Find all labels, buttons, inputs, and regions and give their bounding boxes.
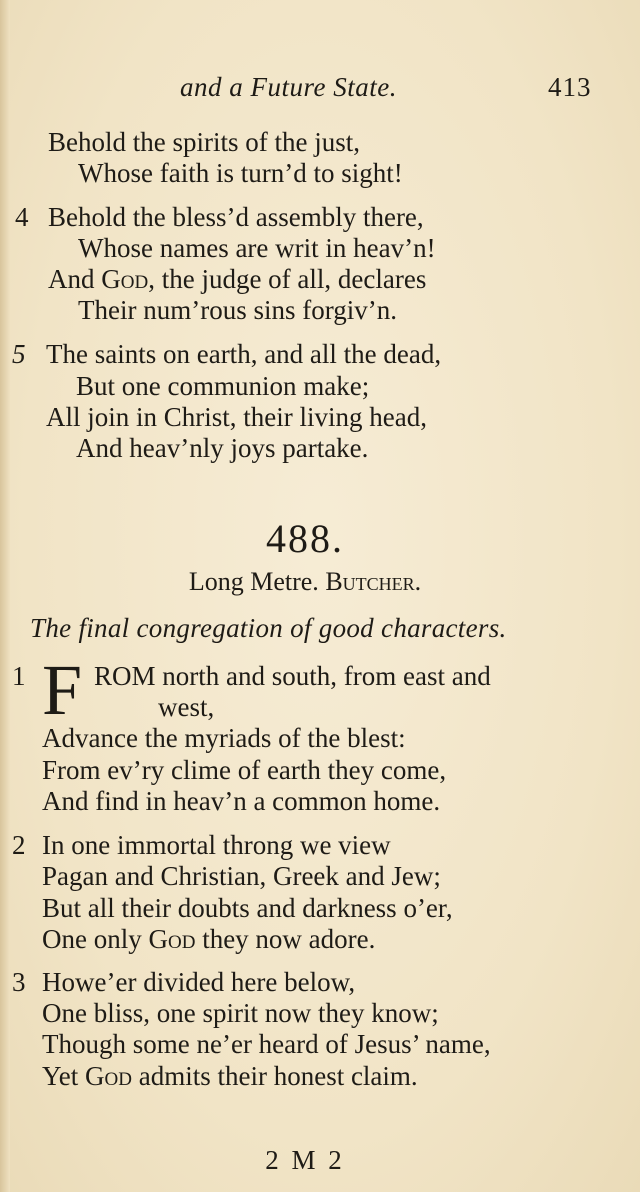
running-title: and a Future State. — [180, 72, 397, 102]
verse-line: But one communion make; — [76, 371, 370, 401]
verse-line: And God, the judge of all, declares — [48, 264, 427, 294]
tune-name: Butcher. — [325, 567, 422, 596]
verse-line: Whose names are writ in heav’n! — [78, 233, 436, 263]
verse-line: Advance the myriads of the blest: — [42, 723, 406, 753]
hymn-number: 488. — [266, 516, 344, 561]
meter-name: Long Metre. — [188, 567, 319, 596]
verse-line: All join in Christ, their living head, — [46, 402, 427, 432]
verse-line: Though some ne’er heard of Jesus’ name, — [42, 1029, 491, 1059]
verse-line: The saints on earth, and all the dead, — [46, 339, 442, 369]
verse-line: west, — [158, 692, 215, 722]
verse-line: But all their doubts and darkness o’er, — [42, 893, 453, 923]
verse-line: And find in heav’n a common home. — [42, 786, 441, 816]
verse-number: 3 — [12, 967, 26, 997]
verse-number: 4 — [15, 202, 29, 232]
verse-line: One bliss, one spirit now they know; — [42, 998, 439, 1028]
verse-line: One only God they now adore. — [42, 924, 376, 954]
verse-number: 1 — [12, 661, 26, 691]
verse-number: 2 — [12, 830, 26, 860]
hymn-subject: The final congregation of good characters. — [30, 613, 507, 643]
verse-line: ROM north and south, from east and — [94, 661, 491, 691]
verse-line: Behold the bless’d assembly there, — [48, 202, 424, 232]
verse-line: Behold the spirits of the just, — [48, 127, 360, 157]
verse-line: And heav’nly joys partake. — [76, 433, 369, 463]
page-number: 413 — [548, 72, 592, 102]
printer-signature: 2 M 2 — [265, 1145, 345, 1175]
verse-line: In one immortal throng we view — [42, 830, 391, 860]
verse-line: Pagan and Christian, Greek and Jew; — [42, 861, 441, 891]
verse-line: Their num’rous sins forgiv’n. — [78, 295, 397, 325]
hymn-meter — [0, 566, 610, 598]
verse-number: 5 — [12, 339, 26, 369]
verse-line: Whose faith is turn’d to sight! — [78, 158, 403, 188]
verse-line: Yet God admits their honest claim. — [42, 1061, 418, 1091]
verse-line: Howe’er divided here below, — [42, 967, 356, 997]
running-header — [0, 72, 640, 108]
drop-cap: F — [42, 650, 83, 730]
verse-line: From ev’ry clime of earth they come, — [42, 755, 447, 785]
